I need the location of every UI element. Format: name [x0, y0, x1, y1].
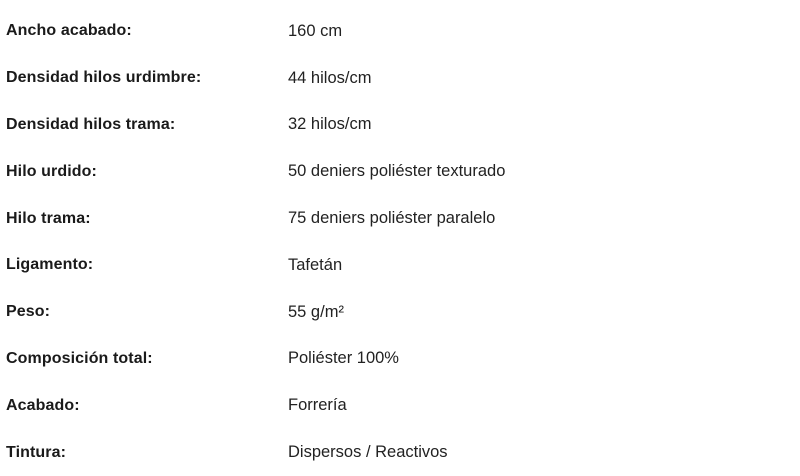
spec-row-ancho-acabado — [6, 8, 786, 55]
spec-row-tintura — [6, 429, 786, 476]
spec-value: Dispersos / Reactivos — [288, 443, 448, 462]
spec-label: Peso: — [6, 303, 51, 321]
spec-label: Hilo urdido: — [6, 162, 97, 180]
spec-label: Tintura: — [6, 443, 67, 461]
spec-row-hilo-urdido — [6, 148, 786, 195]
spec-row-densidad-trama — [6, 102, 786, 149]
fabric-spec-table — [6, 8, 786, 476]
spec-value: 44 hilos/cm — [288, 68, 372, 87]
spec-value: 32 hilos/cm — [288, 115, 372, 134]
spec-row-composicion — [6, 336, 786, 383]
spec-label: Densidad hilos urdimbre: — [6, 69, 202, 87]
spec-label: Ligamento: — [6, 256, 94, 274]
spec-label: Hilo trama: — [6, 209, 91, 227]
spec-value: 55 g/m² — [288, 302, 344, 321]
spec-row-densidad-urdimbre — [6, 55, 786, 102]
spec-label: Densidad hilos trama: — [6, 115, 176, 133]
spec-label: Ancho acabado: — [6, 22, 132, 40]
spec-row-acabado — [6, 382, 786, 429]
spec-value: Poliéster 100% — [288, 349, 399, 368]
spec-row-peso — [6, 289, 786, 336]
spec-value: 50 deniers poliéster texturado — [288, 162, 506, 181]
spec-value: 75 deniers poliéster paralelo — [288, 209, 496, 228]
spec-label: Acabado: — [6, 396, 80, 414]
spec-row-ligamento — [6, 242, 786, 289]
spec-value: Forrería — [288, 396, 347, 415]
spec-row-hilo-trama — [6, 195, 786, 242]
spec-label: Composición total: — [6, 349, 153, 367]
spec-value: Tafetán — [288, 255, 343, 274]
spec-value: 160 cm — [288, 21, 343, 40]
